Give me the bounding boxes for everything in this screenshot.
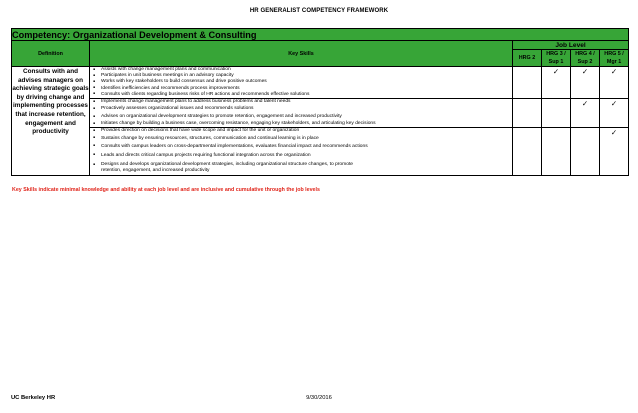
- skill-item: [90, 160, 512, 174]
- skill-item: [90, 151, 512, 160]
- level-header-hrg4: [571, 50, 600, 67]
- skill-text: Assists with change management plans and communication: [101, 67, 231, 72]
- bullet-icon: ▪: [93, 120, 96, 127]
- job-level-header: Job Level: [513, 41, 629, 50]
- level-label-line2: Mgr 1: [606, 59, 622, 65]
- key-skills-footnote: Key Skills indicate minimal knowledge and ability at each job level and are inclusive and cumulative through the job levels: [12, 187, 320, 193]
- skill-item: [90, 92, 512, 98]
- level-mark-hrg2: [513, 99, 542, 128]
- skill-group-row: [12, 99, 629, 128]
- skill-text: Leads and directs critical campus projects requiring functional integration across the organization: [101, 153, 311, 159]
- skill-text: Identifies inefficiencies and recommends process improvements: [101, 85, 240, 91]
- bullet-icon: ▪: [93, 143, 96, 150]
- footer-date: 9/30/2016: [306, 395, 332, 401]
- bullet-icon: ▪: [93, 105, 96, 112]
- check-icon: ✓: [600, 128, 629, 175]
- skill-text: Initiates change by building a business case, overcoming resistance, engaging key stakeholders, and articulating key decisions: [101, 121, 376, 127]
- level-label-line1: HRG 3 /: [546, 51, 566, 57]
- bullet-icon: ▪: [93, 85, 96, 92]
- skill-item: [90, 105, 512, 113]
- bullet-icon: ▪: [93, 135, 96, 142]
- skill-text: Participates in unit business meetings in an advisory capacity: [101, 73, 234, 79]
- bullet-icon: ▪: [93, 127, 96, 134]
- competency-table: [11, 28, 629, 176]
- level-header-hrg3: [542, 50, 571, 67]
- document-title: HR GENERALIST COMPETENCY FRAMEWORK: [249, 8, 389, 14]
- level-label-line2: Sup 1: [548, 59, 564, 65]
- level-header-hrg2: [513, 50, 542, 67]
- bullet-icon: ▪: [93, 66, 96, 73]
- bullet-icon: ▪: [93, 151, 96, 158]
- level-label-line2: Sup 2: [577, 59, 593, 65]
- bullet-icon: ▪: [93, 78, 96, 85]
- skill-text: Sustains change by ensuring resources, structures, communication and continual learning is in place: [101, 135, 319, 141]
- skill-group-2: [90, 99, 513, 128]
- key-skills-header: Key Skills: [90, 41, 513, 67]
- competency-title: Competency: Organizational Development & Consulting: [12, 29, 629, 41]
- bullet-icon: ▪: [93, 113, 96, 120]
- definition-text: Consults with and advises managers on achieving strategic goals by driving change and implementing processes that increase retention, engagement and productivity: [12, 67, 90, 176]
- bullet-icon: ▪: [93, 72, 96, 79]
- skill-text: Implements change management plans to address business problems and talent needs: [101, 99, 291, 105]
- level-label-line1: HRG 2: [518, 55, 536, 61]
- skill-text: Provides direction on decisions that have wide scope and impact for the unit or organization: [101, 128, 300, 134]
- skill-group-1: [90, 67, 513, 99]
- skill-text: Consults with campus leaders on cross-departmental implementations, evaluates financial impact and recommends actions: [101, 143, 368, 149]
- bullet-icon: ▪: [93, 98, 96, 105]
- column-header-row: [12, 41, 629, 50]
- bullet-icon: ▪: [93, 161, 96, 168]
- check-icon: ✓: [571, 99, 600, 128]
- definition-header: Definition: [12, 41, 90, 67]
- level-header-hrg5: [600, 50, 629, 67]
- skill-group-3: [90, 128, 513, 175]
- skill-item: [90, 121, 512, 127]
- competency-header-row: [12, 29, 629, 41]
- bullet-icon: ▪: [93, 91, 96, 98]
- level-mark-hrg4: [571, 128, 600, 175]
- check-icon: ✓: [600, 67, 629, 99]
- check-icon: ✓: [542, 67, 571, 99]
- skill-text: Works with key stakeholders to build consensus and drive positive outcomes: [101, 79, 267, 85]
- skill-group-row: [12, 67, 629, 99]
- level-mark-hrg2: [513, 128, 542, 175]
- check-icon: ✓: [600, 99, 629, 128]
- skill-text: Designs and develops organizational development strategies, including organizational structure changes, to promote retention, engagement, and increased productivity: [101, 162, 354, 174]
- skill-item: [90, 143, 512, 152]
- skill-text: Advises on organizational development strategies to promote retention, engagement and increased productivity: [101, 114, 342, 120]
- check-icon: ✓: [571, 67, 600, 99]
- skill-group-row: [12, 128, 629, 175]
- level-mark-hrg3: [542, 128, 571, 175]
- skill-text: Proactively assesses organizational issues and recommends solutions: [101, 106, 254, 112]
- level-label-line1: HRG 5 /: [604, 51, 624, 57]
- level-mark-hrg3: [542, 99, 571, 128]
- footer-organization: UC Berkeley HR: [11, 395, 56, 401]
- skill-text: Consults with clients regarding business risks of HR actions and recommends effective solutions: [101, 91, 310, 97]
- level-mark-hrg2: [513, 67, 542, 99]
- level-label-line1: HRG 4 /: [575, 51, 595, 57]
- skill-item: [90, 135, 512, 143]
